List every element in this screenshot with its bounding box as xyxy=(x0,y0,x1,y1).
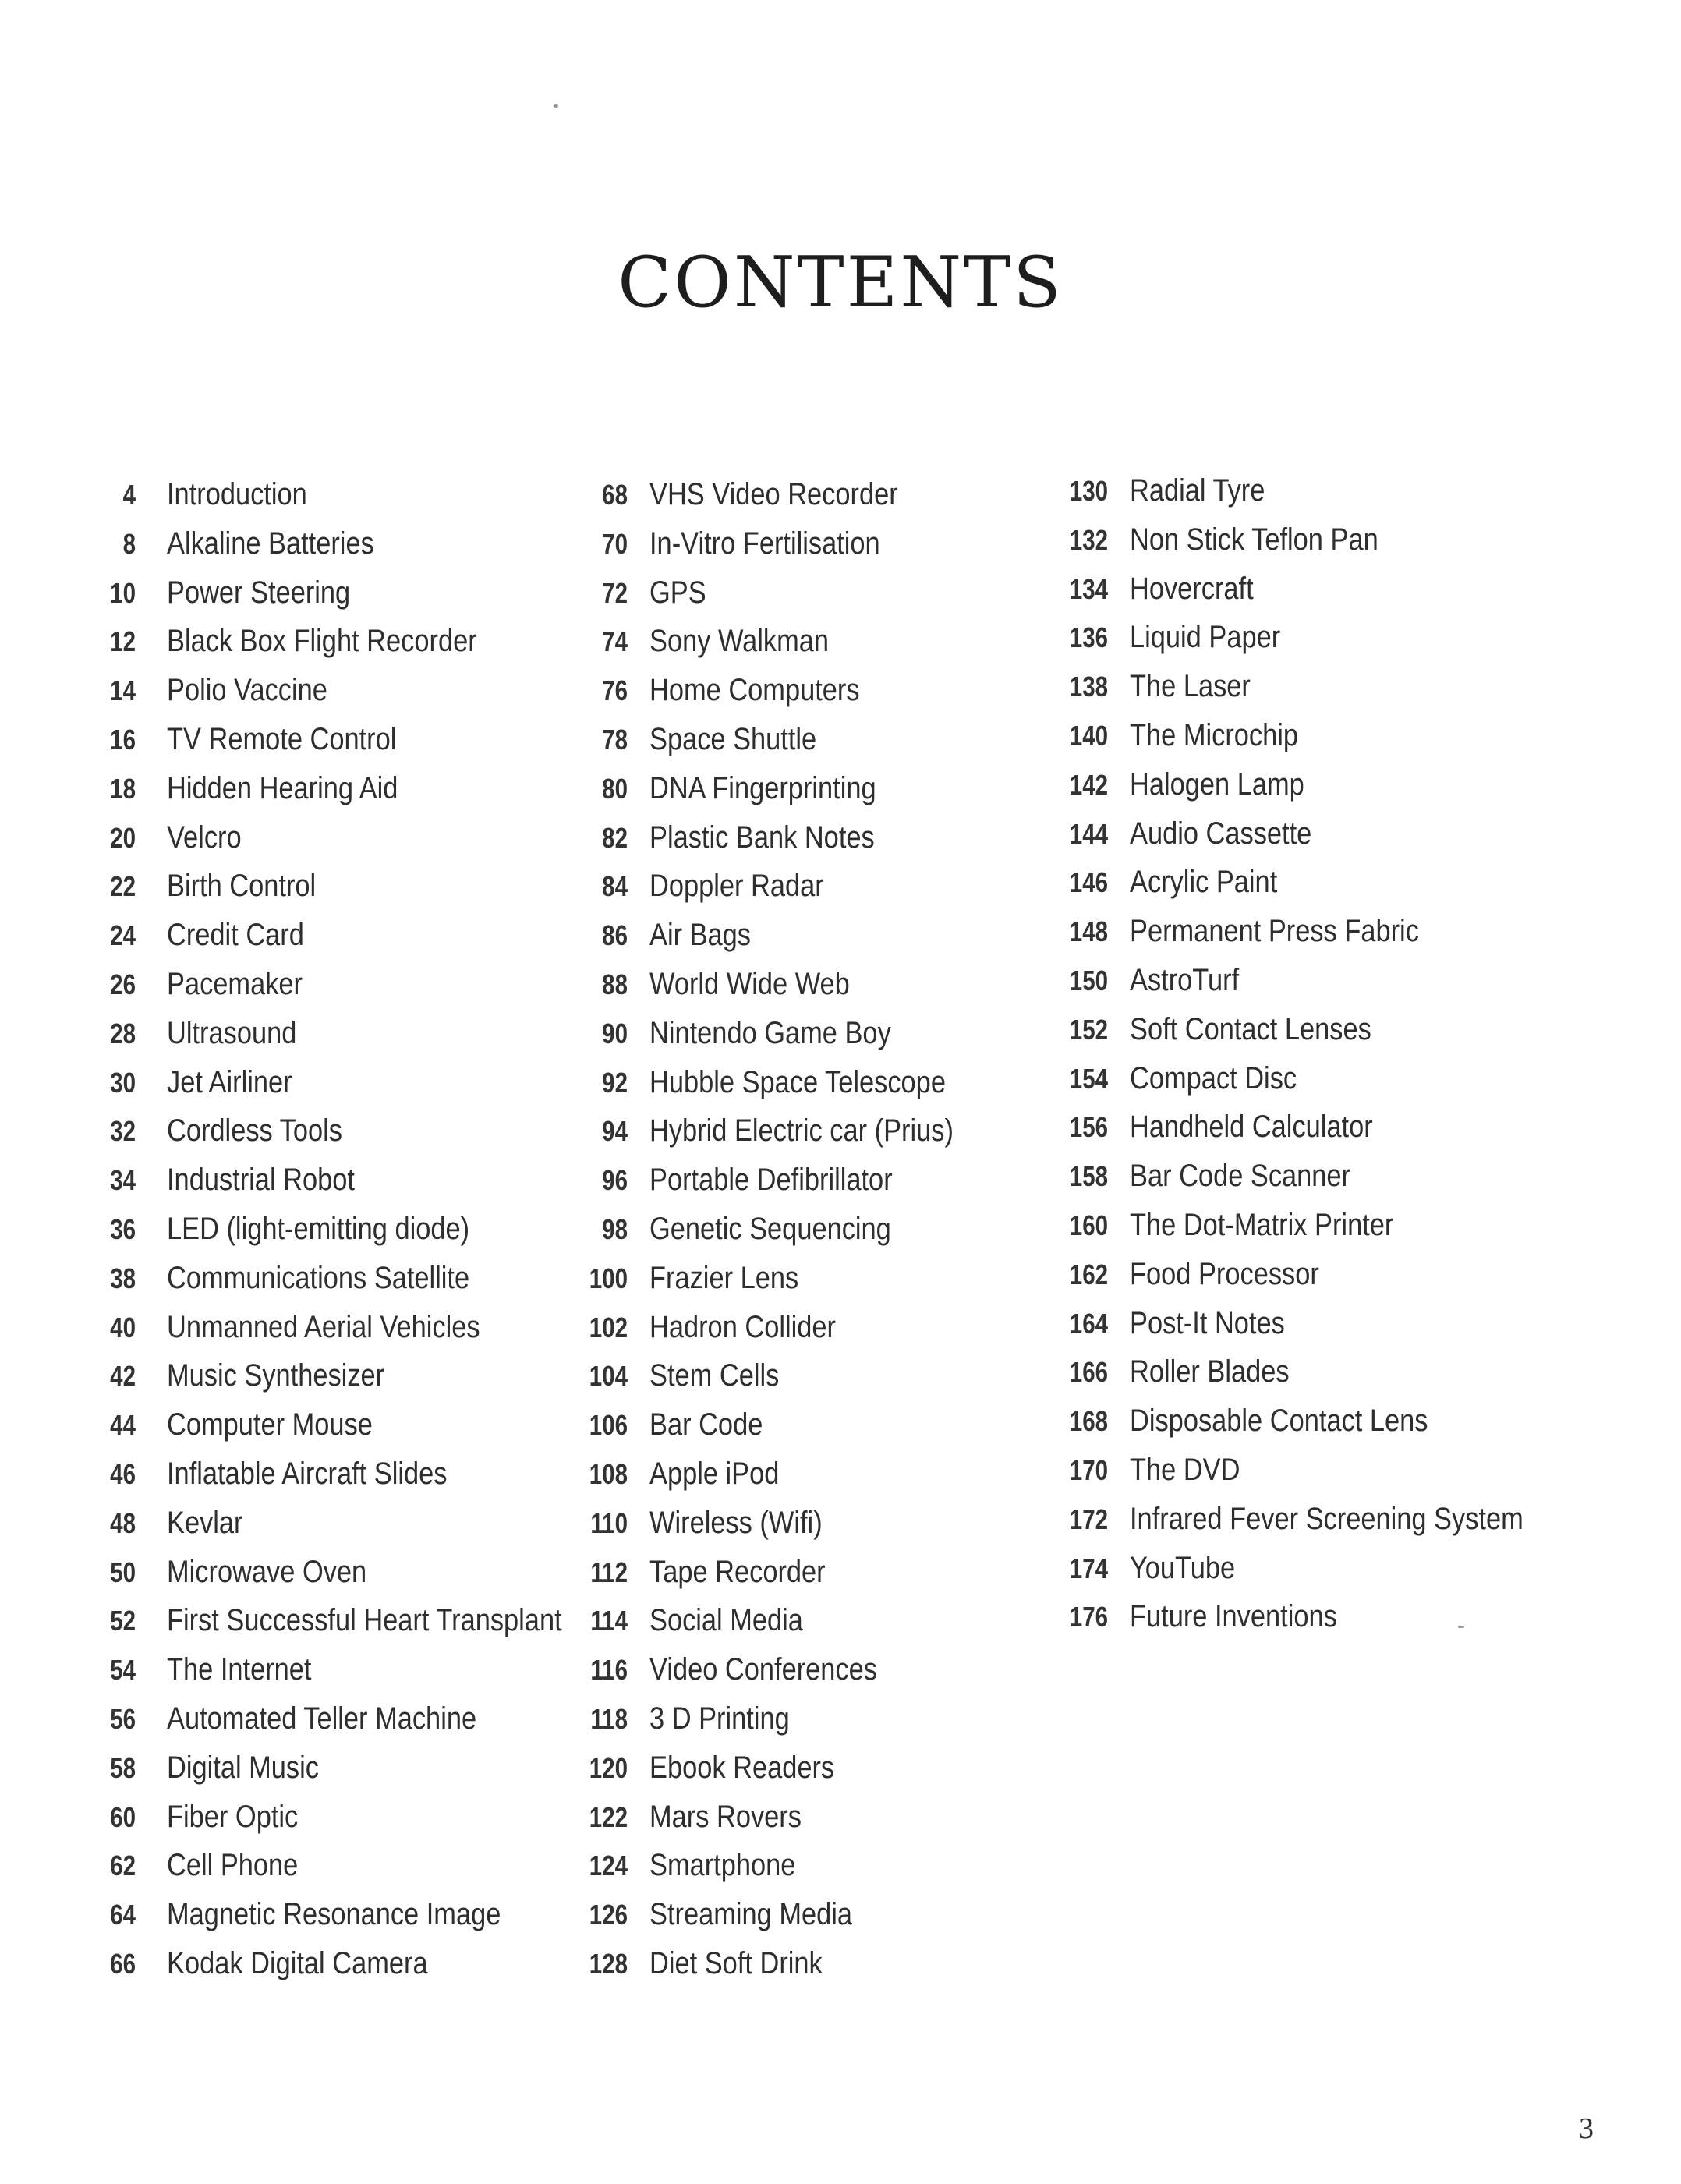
toc-entry xyxy=(581,477,1003,526)
toc-entry xyxy=(1061,914,1587,963)
toc-entry xyxy=(1061,1012,1587,1061)
toc-entry xyxy=(101,1946,626,1995)
toc-page-number: 28 xyxy=(110,1017,136,1050)
toc-page-number: 164 xyxy=(1069,1307,1109,1340)
toc-page-number: 174 xyxy=(1069,1552,1109,1584)
toc-entry-title: Plastic Bank Notes xyxy=(649,819,875,855)
toc-entry-title: Fiber Optic xyxy=(167,1799,299,1834)
toc-entry-title: Power Steering xyxy=(167,575,351,610)
toc-entry-title: Post-It Notes xyxy=(1130,1305,1285,1340)
toc-page-number: 88 xyxy=(602,968,628,1000)
toc-entry xyxy=(101,1261,626,1310)
toc-entry-title: Introduction xyxy=(167,477,307,511)
toc-page-number: 144 xyxy=(1069,817,1109,850)
toc-entry xyxy=(581,1946,1003,1995)
toc-entry-title: Unmanned Aerial Vehicles xyxy=(167,1309,480,1344)
toc-page-number: 172 xyxy=(1069,1503,1109,1535)
toc-entry xyxy=(101,1848,626,1897)
toc-entry-title: Apple iPod xyxy=(649,1456,780,1491)
toc-page-number: 8 xyxy=(122,527,136,560)
toc-entry-title: In-Vitro Fertilisation xyxy=(649,526,880,561)
toc-entry-title: Computer Mouse xyxy=(167,1407,373,1442)
toc-entry xyxy=(101,722,626,771)
toc-entry xyxy=(1061,1061,1587,1110)
toc-page-number: 20 xyxy=(110,821,136,854)
toc-entry-title: Communications Satellite xyxy=(167,1260,470,1295)
toc-entry-title: Infrared Fever Screening System xyxy=(1130,1501,1524,1536)
toc-page-number: 4 xyxy=(122,479,136,511)
scan-speck xyxy=(1458,1626,1464,1628)
toc-entry xyxy=(1061,620,1587,669)
toc-page-number: 74 xyxy=(602,625,628,658)
toc-entry-title: Industrial Robot xyxy=(167,1163,355,1198)
toc-entry-title: AstroTurf xyxy=(1130,962,1240,997)
toc-entry-title: Space Shuttle xyxy=(649,721,817,756)
toc-entry-title: Magnetic Resonance Image xyxy=(167,1897,501,1932)
toc-entry xyxy=(581,1750,1003,1800)
toc-entry-title: World Wide Web xyxy=(649,966,850,1001)
toc-page-number: 108 xyxy=(589,1457,628,1490)
toc-entry xyxy=(101,673,626,722)
toc-page-number: 162 xyxy=(1069,1258,1109,1290)
toc-page-number: 54 xyxy=(110,1654,136,1687)
toc-page-number: 124 xyxy=(589,1849,628,1882)
toc-entry-title: Pacemaker xyxy=(167,966,303,1001)
toc-entry-title: Radial Tyre xyxy=(1130,473,1265,508)
page-title: CONTENTS xyxy=(618,242,1063,324)
toc-page-number: 64 xyxy=(110,1899,136,1931)
toc-entry-title: Hidden Hearing Aid xyxy=(167,770,398,805)
toc-entry xyxy=(1061,816,1587,865)
toc-page-number: 166 xyxy=(1069,1356,1109,1389)
toc-page-number: 148 xyxy=(1069,915,1109,948)
toc-page-number: 16 xyxy=(110,723,136,756)
toc-entry xyxy=(1061,1599,1587,1648)
toc-entry-title: Hubble Space Telescope xyxy=(649,1064,946,1099)
toc-entry-title: Automated Teller Machine xyxy=(167,1701,477,1736)
toc-page-number: 176 xyxy=(1069,1601,1109,1634)
toc-entry-title: Cordless Tools xyxy=(167,1113,342,1149)
toc-entry-title: Ebook Readers xyxy=(649,1750,835,1785)
toc-entry xyxy=(101,918,626,967)
toc-entry xyxy=(101,869,626,918)
toc-entry xyxy=(101,1310,626,1359)
toc-entry-title: Future Inventions xyxy=(1130,1599,1337,1634)
toc-entry xyxy=(1061,1110,1587,1159)
toc-entry xyxy=(581,918,1003,967)
toc-page-number: 10 xyxy=(110,576,136,609)
toc-page-number: 134 xyxy=(1069,572,1109,605)
toc-entry xyxy=(101,1407,626,1457)
toc-entry-title: Disposable Contact Lens xyxy=(1130,1403,1428,1439)
toc-entry-title: Velcro xyxy=(167,819,242,855)
toc-page-number: 40 xyxy=(110,1311,136,1343)
toc-page-number: 46 xyxy=(110,1457,136,1490)
toc-entry xyxy=(581,1506,1003,1555)
toc-page-number: 106 xyxy=(589,1409,628,1442)
toc-entry xyxy=(1061,963,1587,1012)
toc-page-number: 128 xyxy=(589,1947,628,1980)
toc-page-number: 30 xyxy=(110,1066,136,1099)
toc-page-number: 98 xyxy=(602,1212,628,1245)
toc-entry-title: Digital Music xyxy=(167,1750,319,1785)
toc-entry-title: Liquid Paper xyxy=(1130,620,1281,655)
toc-page-number: 126 xyxy=(589,1899,628,1931)
toc-page-number: 26 xyxy=(110,968,136,1000)
toc-page-number: 140 xyxy=(1069,719,1109,752)
toc-entry-title: Stem Cells xyxy=(649,1358,780,1393)
toc-entry-title: Polio Vaccine xyxy=(167,673,327,708)
toc-entry-title: Doppler Radar xyxy=(649,869,824,904)
toc-entry xyxy=(581,967,1003,1016)
toc-entry xyxy=(581,820,1003,869)
toc-entry xyxy=(1061,1551,1587,1600)
toc-page-number: 142 xyxy=(1069,768,1109,801)
toc-entry-title: GPS xyxy=(649,575,706,610)
toc-entry xyxy=(101,1163,626,1212)
toc-entry xyxy=(1061,718,1587,767)
toc-entry-title: Roller Blades xyxy=(1130,1354,1290,1389)
toc-entry-title: LED (light-emitting diode) xyxy=(167,1211,470,1246)
toc-entry-title: Credit Card xyxy=(167,918,304,953)
toc-entry xyxy=(101,1212,626,1261)
toc-entry-title: The Internet xyxy=(167,1652,312,1687)
toc-entry xyxy=(581,1212,1003,1261)
toc-entry xyxy=(581,1261,1003,1310)
toc-entry-title: TV Remote Control xyxy=(167,721,397,756)
toc-entry-title: Black Box Flight Recorder xyxy=(167,624,477,659)
toc-entry-title: Hadron Collider xyxy=(649,1309,837,1344)
toc-entry xyxy=(1061,767,1587,816)
scan-speck xyxy=(554,104,558,108)
toc-page-number: 66 xyxy=(110,1947,136,1980)
toc-entry xyxy=(1061,865,1587,914)
toc-page-number: 102 xyxy=(589,1311,628,1343)
toc-entry xyxy=(581,1113,1003,1163)
toc-page-number: 158 xyxy=(1069,1160,1109,1193)
toc-entry xyxy=(101,1065,626,1114)
toc-page-number: 44 xyxy=(110,1409,136,1442)
toc-page-number: 50 xyxy=(110,1556,136,1588)
toc-entry xyxy=(101,526,626,575)
toc-page-number: 82 xyxy=(602,821,628,854)
toc-page-number: 42 xyxy=(110,1360,136,1393)
toc-entry-title: Portable Defibrillator xyxy=(649,1163,893,1198)
toc-page-number: 138 xyxy=(1069,671,1109,703)
toc-page-number: 52 xyxy=(110,1605,136,1637)
toc-entry-title: Music Synthesizer xyxy=(167,1358,385,1393)
toc-entry-title: Air Bags xyxy=(649,918,752,953)
toc-entry xyxy=(1061,1403,1587,1453)
toc-page-number: 84 xyxy=(602,870,628,903)
toc-entry-title: Alkaline Batteries xyxy=(167,526,374,561)
toc-entry xyxy=(581,1701,1003,1750)
toc-entry-title: The Microchip xyxy=(1130,717,1299,752)
toc-entry-title: Ultrasound xyxy=(167,1015,297,1050)
toc-page-number: 146 xyxy=(1069,866,1109,899)
toc-entry xyxy=(581,624,1003,673)
toc-entry xyxy=(581,1652,1003,1701)
toc-page-number: 12 xyxy=(110,625,136,658)
toc-entry xyxy=(581,1065,1003,1114)
toc-page-number: 36 xyxy=(110,1212,136,1245)
toc-entry xyxy=(581,1163,1003,1212)
toc-page-number: 48 xyxy=(110,1506,136,1539)
toc-entry xyxy=(101,1016,626,1065)
toc-entry xyxy=(101,771,626,820)
toc-entry-title: Sony Walkman xyxy=(649,624,830,659)
toc-entry-title: Microwave Oven xyxy=(167,1554,367,1589)
toc-entry xyxy=(101,967,626,1016)
toc-page-number: 14 xyxy=(110,674,136,707)
toc-entry xyxy=(581,1897,1003,1946)
toc-page-number: 112 xyxy=(590,1556,628,1588)
toc-entry-title: Mars Rovers xyxy=(649,1799,802,1834)
toc-entry-title: Bar Code Scanner xyxy=(1130,1159,1351,1194)
toc-entry xyxy=(101,575,626,625)
toc-page-number: 76 xyxy=(602,674,628,707)
toc-page-number: 56 xyxy=(110,1702,136,1735)
toc-entry xyxy=(581,771,1003,820)
toc-entry-title: The DVD xyxy=(1130,1452,1240,1487)
page-number: 3 xyxy=(1579,2112,1594,2145)
toc-entry xyxy=(1061,1453,1587,1502)
toc-entry xyxy=(1061,1208,1587,1257)
toc-page-number: 32 xyxy=(110,1115,136,1148)
toc-entry-title: DNA Fingerprinting xyxy=(649,770,876,805)
toc-entry xyxy=(101,1701,626,1750)
toc-entry xyxy=(1061,1159,1587,1208)
toc-entry-title: Bar Code xyxy=(649,1407,763,1442)
toc-page-number: 118 xyxy=(590,1702,628,1735)
toc-page-number: 24 xyxy=(110,919,136,952)
toc-entry-title: Permanent Press Fabric xyxy=(1130,914,1419,949)
toc-page-number: 70 xyxy=(602,527,628,560)
toc-entry xyxy=(581,575,1003,625)
toc-page-number: 100 xyxy=(589,1262,628,1294)
toc-entry xyxy=(581,1407,1003,1457)
toc-entry xyxy=(101,1113,626,1163)
toc-page-number: 22 xyxy=(110,870,136,903)
toc-entry xyxy=(581,1603,1003,1652)
toc-page-number: 94 xyxy=(602,1115,628,1148)
toc-entry-title: VHS Video Recorder xyxy=(649,477,898,511)
toc-entry xyxy=(1061,473,1587,522)
toc-entry xyxy=(581,1800,1003,1849)
toc-page-number: 114 xyxy=(590,1605,628,1637)
toc-page-number: 136 xyxy=(1069,621,1109,654)
toc-entry-title: Diet Soft Drink xyxy=(649,1945,823,1980)
toc-entry-title: The Dot-Matrix Printer xyxy=(1130,1207,1394,1242)
toc-entry xyxy=(101,1506,626,1555)
toc-entry xyxy=(101,1897,626,1946)
toc-page-number: 90 xyxy=(602,1017,628,1050)
toc-entry xyxy=(581,869,1003,918)
toc-entry xyxy=(581,1310,1003,1359)
toc-entry-title: Streaming Media xyxy=(649,1897,853,1932)
toc-entry xyxy=(1061,669,1587,718)
toc-entry-title: Halogen Lamp xyxy=(1130,766,1304,802)
toc-page-number: 86 xyxy=(602,919,628,952)
toc-entry-title: Compact Disc xyxy=(1130,1060,1297,1096)
toc-entry-title: Wireless (Wifi) xyxy=(649,1505,823,1540)
toc-page-number: 152 xyxy=(1069,1013,1109,1046)
toc-entry-title: Audio Cassette xyxy=(1130,816,1312,851)
toc-entry-title: Acrylic Paint xyxy=(1130,865,1278,900)
toc-page-number: 168 xyxy=(1069,1405,1109,1438)
toc-page-number: 170 xyxy=(1069,1453,1109,1486)
toc-page-number: 120 xyxy=(589,1751,628,1784)
toc-entry xyxy=(1061,1354,1587,1403)
toc-page-number: 104 xyxy=(589,1360,628,1393)
toc-entry-title: Inflatable Aircraft Slides xyxy=(167,1456,448,1491)
toc-entry-title: Tape Recorder xyxy=(649,1554,826,1589)
toc-entry xyxy=(1061,522,1587,572)
toc-page-number: 110 xyxy=(590,1506,628,1539)
toc-entry-title: Home Computers xyxy=(649,673,860,708)
toc-entry-title: Nintendo Game Boy xyxy=(649,1015,891,1050)
toc-entry xyxy=(101,1652,626,1701)
toc-entry xyxy=(1061,1502,1587,1551)
toc-page-number: 96 xyxy=(602,1164,628,1197)
toc-column-1 xyxy=(101,477,626,1995)
toc-page-number: 78 xyxy=(602,723,628,756)
toc-page-number: 58 xyxy=(110,1751,136,1784)
toc-entry-title: Hybrid Electric car (Prius) xyxy=(649,1113,954,1149)
toc-entry xyxy=(581,1016,1003,1065)
toc-entry-title: Jet Airliner xyxy=(167,1064,292,1099)
toc-entry-title: Hovercraft xyxy=(1130,571,1254,606)
toc-page-number: 160 xyxy=(1069,1209,1109,1241)
toc-entry-title: First Successful Heart Transplant xyxy=(167,1603,562,1638)
toc-entry xyxy=(101,624,626,673)
toc-entry xyxy=(101,1603,626,1652)
toc-entry-title: 3 D Printing xyxy=(649,1701,790,1736)
toc-entry-title: Birth Control xyxy=(167,869,317,904)
toc-page-number: 72 xyxy=(602,576,628,609)
toc-entry-title: Smartphone xyxy=(649,1848,796,1883)
toc-page-number: 68 xyxy=(602,479,628,511)
toc-entry xyxy=(101,1800,626,1849)
toc-page-number: 122 xyxy=(589,1800,628,1833)
toc-entry-title: Kodak Digital Camera xyxy=(167,1945,428,1980)
toc-entry xyxy=(101,1358,626,1407)
toc-entry xyxy=(101,1750,626,1800)
toc-entry xyxy=(1061,572,1587,621)
toc-page-number: 116 xyxy=(590,1654,628,1687)
toc-column-3 xyxy=(1061,473,1587,1648)
toc-page-number: 80 xyxy=(602,772,628,805)
toc-entry-title: Non Stick Teflon Pan xyxy=(1130,522,1378,557)
toc-entry xyxy=(581,526,1003,575)
toc-page-number: 156 xyxy=(1069,1111,1109,1144)
toc-page-number: 60 xyxy=(110,1800,136,1833)
toc-entry xyxy=(101,820,626,869)
toc-page-number: 34 xyxy=(110,1164,136,1197)
toc-page-number: 18 xyxy=(110,772,136,805)
toc-page-number: 62 xyxy=(110,1849,136,1882)
toc-entry-title: Kevlar xyxy=(167,1505,243,1540)
toc-entry xyxy=(101,1457,626,1506)
toc-entry-title: YouTube xyxy=(1130,1550,1236,1585)
toc-column-2 xyxy=(581,477,1003,1995)
toc-entry xyxy=(581,1457,1003,1506)
toc-page-number: 132 xyxy=(1069,523,1109,556)
toc-page-number: 38 xyxy=(110,1262,136,1294)
toc-entry xyxy=(581,1555,1003,1604)
toc-entry-title: Frazier Lens xyxy=(649,1260,799,1295)
toc-entry-title: Soft Contact Lenses xyxy=(1130,1011,1371,1046)
toc-entry-title: Video Conferences xyxy=(649,1652,877,1687)
toc-entry xyxy=(581,1358,1003,1407)
toc-entry xyxy=(581,1848,1003,1897)
toc-page-number: 130 xyxy=(1069,475,1109,507)
toc-entry xyxy=(1061,1306,1587,1355)
toc-page-number: 154 xyxy=(1069,1062,1109,1095)
toc-entry-title: Social Media xyxy=(649,1603,803,1638)
toc-page-number: 150 xyxy=(1069,964,1109,996)
toc-entry xyxy=(581,673,1003,722)
toc-entry-title: Cell Phone xyxy=(167,1848,299,1883)
toc-page-number: 92 xyxy=(602,1066,628,1099)
toc-entry-title: Food Processor xyxy=(1130,1256,1319,1291)
toc-entry xyxy=(101,477,626,526)
toc-entry-title: Genetic Sequencing xyxy=(649,1211,891,1246)
toc-entry xyxy=(1061,1257,1587,1306)
toc-entry-title: The Laser xyxy=(1130,669,1251,704)
toc-entry xyxy=(101,1555,626,1604)
toc-entry xyxy=(581,722,1003,771)
toc-entry-title: Handheld Calculator xyxy=(1130,1110,1373,1145)
